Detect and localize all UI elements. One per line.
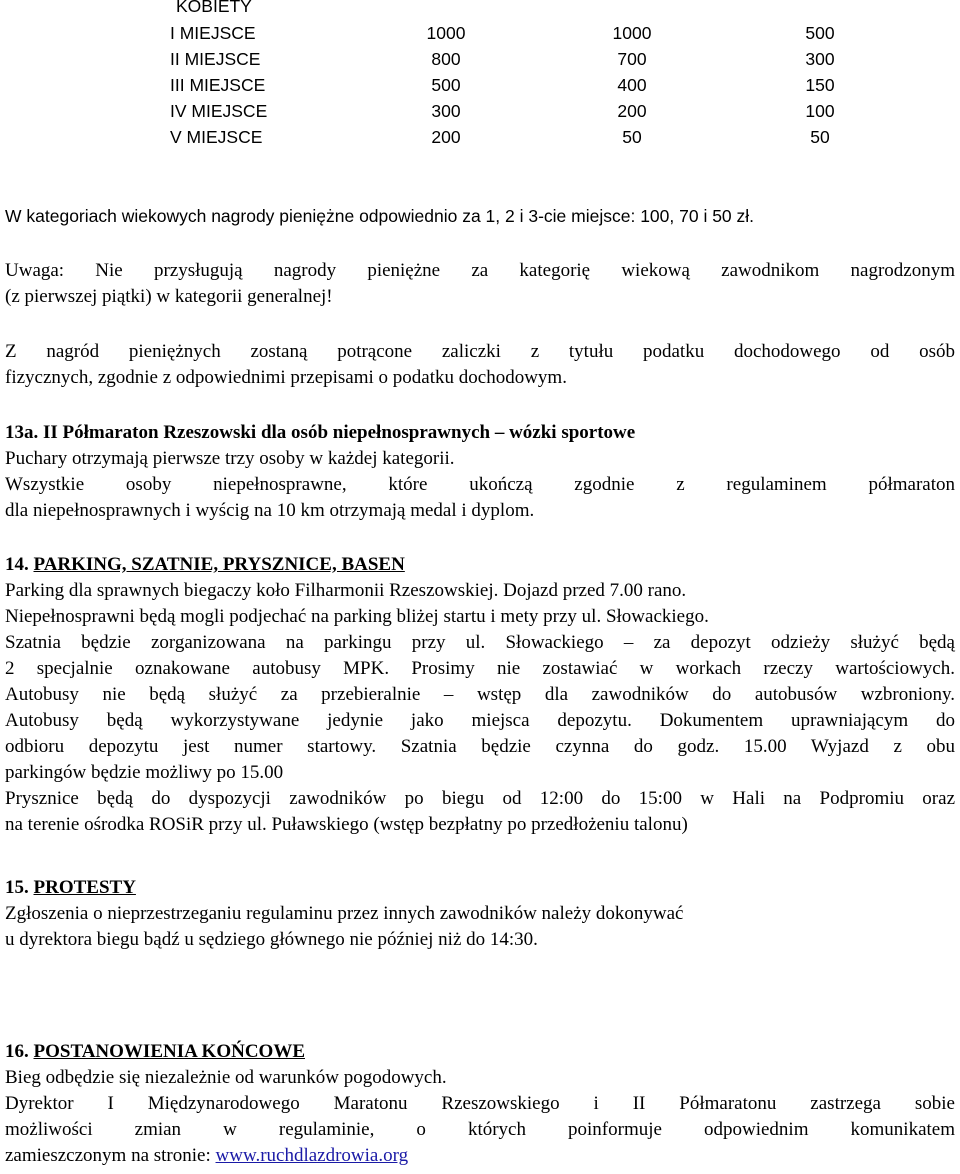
- prize-col-2: 400: [617, 75, 647, 95]
- prize-col-3: 100: [805, 101, 835, 121]
- tax-paragraph: [5, 339, 955, 391]
- section-14-title: PARKING, SZATNIE, PRYSZNICE, BASEN: [33, 554, 405, 575]
- prize-col-3: 150: [805, 75, 835, 95]
- tax-line-1: Z nagród pieniężnych zostaną potrącone zaliczki z tytułu podatku dochodowego od osób: [5, 341, 955, 362]
- section-14-line: odbioru depozytu jest numer startowy. Szatnia będzie czynna do godz. 15.00 Wyjazd z obu: [5, 736, 955, 757]
- prize-col-2: 1000: [612, 23, 652, 43]
- section-13a: [5, 420, 955, 524]
- section-16-line: Dyrektor I Międzynarodowego Maratonu Rzeszowskiego i II Półmaratonu zastrzega sobie: [5, 1093, 955, 1114]
- section-15: [5, 875, 955, 953]
- note-line-1: Uwaga: Nie przysługują nagrody pieniężne za kategorię wiekową zawodnikom nagrodzonym: [5, 260, 955, 281]
- prize-col-3: 50: [810, 127, 830, 147]
- prize-col-3: 500: [805, 23, 835, 43]
- table-row: [0, 124, 960, 150]
- section-15-number: 15.: [5, 877, 29, 898]
- section-13a-line: Wszystkie osoby niepełnosprawne, które ukończą zgodnie z regulaminem półmaraton: [5, 474, 955, 495]
- section-16-line: Bieg odbędzie się niezależnie od warunków pogodowych.: [5, 1067, 447, 1088]
- section-13a-heading: 13a. II Półmaraton Rzeszowski dla osób niepełnosprawnych – wózki sportowe: [5, 422, 636, 443]
- prize-col-1: 1000: [426, 23, 466, 43]
- section-14-line: Parking dla sprawnych biegaczy koło Filharmonii Rzeszowskiej. Dojazd przed 7.00 rano.: [5, 580, 687, 601]
- table-row: [0, 46, 960, 72]
- place-label: II MIEJSCE: [170, 49, 261, 69]
- place-label: IV MIEJSCE: [170, 101, 268, 121]
- section-14-line: parkingów będzie możliwy po 15.00: [5, 762, 284, 783]
- place-label: III MIEJSCE: [170, 75, 266, 95]
- prize-col-2: 200: [617, 101, 647, 121]
- note-paragraph: [5, 258, 955, 310]
- section-14-line: na terenie ośrodka ROSiR przy ul. Puławskiego (wstęp bezpłatny po przedłożeniu talonu): [5, 814, 688, 835]
- table-row: [0, 72, 960, 98]
- prize-col-2: 700: [617, 49, 647, 69]
- section-14: [5, 552, 955, 838]
- section-16-line: możliwości zmian w regulaminie, o których poinformuje odpowiednim komunikatem: [5, 1119, 955, 1140]
- prize-col-1: 800: [431, 49, 461, 69]
- section-15-line: Zgłoszenia o nieprzestrzeganiu regulaminu przez innych zawodników należy dokonywać: [5, 903, 684, 924]
- table-row: [0, 98, 960, 124]
- place-label: I MIEJSCE: [170, 23, 256, 43]
- section-16-title: POSTANOWIENIA KOŃCOWE: [33, 1041, 305, 1062]
- section-16-last-prefix: zamieszczonym na stronie:: [5, 1145, 216, 1166]
- place-label: V MIEJSCE: [170, 127, 263, 147]
- section-15-heading: [5, 875, 955, 901]
- section-14-line: Prysznice będą do dyspozycji zawodników po biegu od 12:00 do 15:00 w Hali na Podpromiu oraz: [5, 788, 955, 809]
- section-14-line: 2 specjalnie oznakowane autobusy MPK. Prosimy nie zostawiać w workach rzeczy wartościowych.: [5, 658, 955, 679]
- website-link[interactable]: www.ruchdlazdrowia.org: [215, 1145, 409, 1166]
- table-category-row: [0, 0, 960, 19]
- section-15-title: PROTESTY: [33, 877, 136, 898]
- prize-col-1: 300: [431, 101, 461, 121]
- section-15-line: u dyrektora biegu bądź u sędziego głównego nie później niż do 14:30.: [5, 929, 538, 950]
- category-label: KOBIETY: [176, 0, 252, 16]
- section-14-line: Szatnia będzie zorganizowana na parkingu przy ul. Słowackiego – za depozyt odzieży służyć będą: [5, 632, 955, 653]
- prize-col-1: 200: [431, 127, 461, 147]
- section-13a-line: Puchary otrzymają pierwsze trzy osoby w każdej kategorii.: [5, 448, 455, 469]
- prize-col-2: 50: [622, 127, 642, 147]
- section-14-heading: [5, 552, 955, 578]
- prize-col-3: 300: [805, 49, 835, 69]
- section-16-last-line: [5, 1143, 955, 1169]
- age-prizes-text: W kategoriach wiekowych nagrody pieniężne odpowiednio za 1, 2 i 3-cie miejsce: 100, 70 i 50 zł.: [5, 206, 755, 226]
- section-16-number: 16.: [5, 1041, 29, 1062]
- section-14-line: Autobusy będą wykorzystywane jedynie jako miejsca depozytu. Dokumentem uprawniającym do: [5, 710, 955, 731]
- section-14-line: Niepełnosprawni będą mogli podjechać na parking bliżej startu i mety przy ul. Słowackiego.: [5, 606, 709, 627]
- prize-col-1: 500: [431, 75, 461, 95]
- tax-line-2: fizycznych, zgodnie z odpowiednimi przepisami o podatku dochodowym.: [5, 367, 567, 388]
- section-14-number: 14.: [5, 554, 29, 575]
- section-16: [5, 1039, 955, 1169]
- age-prizes-paragraph: [5, 203, 955, 229]
- section-14-line: Autobusy nie będą służyć za przebieralnie – wstęp dla zawodników do autobusów wzbroniony.: [5, 684, 955, 705]
- section-16-heading: [5, 1039, 955, 1065]
- table-row: [0, 20, 960, 46]
- section-13a-line: dla niepełnosprawnych i wyścig na 10 km otrzymają medal i dyplom.: [5, 500, 535, 521]
- note-line-2: (z pierwszej piątki) w kategorii generalnej!: [5, 286, 333, 307]
